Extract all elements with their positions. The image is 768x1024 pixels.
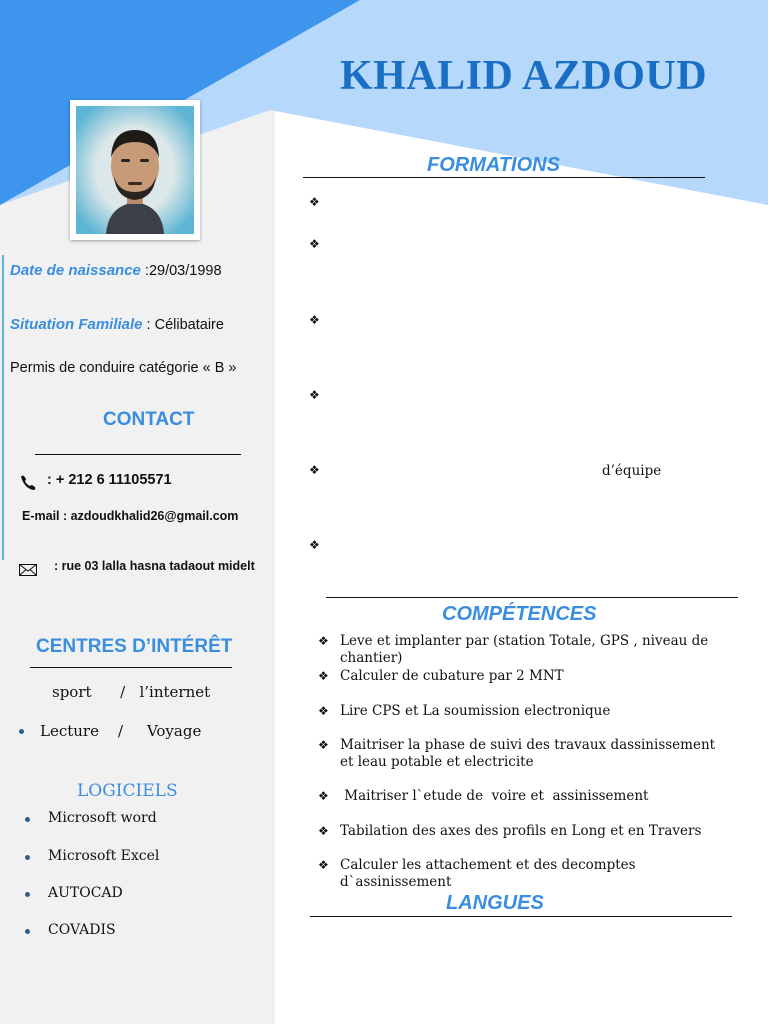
formations-title: FORMATIONS bbox=[427, 154, 560, 176]
phone-number[interactable]: : + 212 6 11105571 bbox=[47, 472, 172, 488]
competence-item: Maitriser la phase de suivi des travaux dassinissement et leau potable et electricite bbox=[340, 737, 716, 770]
software-item: Microsoft Excel bbox=[48, 848, 160, 864]
bullet-icon bbox=[25, 892, 30, 897]
diamond-bullet-icon: ❖ bbox=[309, 313, 320, 327]
family-status-row bbox=[10, 315, 224, 333]
profile-photo bbox=[70, 100, 200, 240]
competences-title: COMPÉTENCES bbox=[442, 603, 597, 625]
family-status-value: : Célibataire bbox=[142, 317, 224, 333]
software-item: AUTOCAD bbox=[48, 885, 123, 901]
bullet-icon bbox=[25, 929, 30, 934]
diamond-bullet-icon: ❖ bbox=[318, 634, 329, 648]
competence-item: Tabilation des axes des profils en Long et en Travers bbox=[340, 823, 702, 839]
competence-item: Calculer de cubature par 2 MNT bbox=[340, 668, 564, 684]
birth-date-label: Date de naissance bbox=[10, 262, 141, 279]
diamond-bullet-icon: ❖ bbox=[309, 538, 320, 552]
software-title: LOGICIELS bbox=[77, 781, 178, 801]
langues-divider bbox=[310, 916, 732, 917]
diamond-bullet-icon: ❖ bbox=[318, 789, 329, 803]
formations-divider bbox=[303, 177, 705, 178]
phone-icon bbox=[19, 474, 39, 494]
postal-address: : rue 03 lalla hasna tadaout midelt bbox=[54, 559, 255, 573]
birth-date-value: :29/03/1998 bbox=[140, 263, 222, 279]
diamond-bullet-icon: ❖ bbox=[318, 824, 329, 838]
competence-item: Lire CPS et La soumission electronique bbox=[340, 703, 611, 719]
email-address[interactable]: E-mail : azdoudkhalid26@gmail.com bbox=[22, 509, 239, 523]
interests-line-1: sport / l’internet bbox=[52, 683, 211, 701]
interests-line-2: Lecture / Voyage bbox=[40, 722, 202, 740]
birth-date-row bbox=[10, 261, 222, 279]
diamond-bullet-icon: ❖ bbox=[309, 388, 320, 402]
portrait-illustration bbox=[76, 106, 194, 234]
diamond-bullet-icon: ❖ bbox=[318, 669, 329, 683]
envelope-icon bbox=[19, 561, 37, 580]
bullet-icon bbox=[25, 817, 30, 822]
formation-fragment: d’équipe bbox=[602, 463, 662, 479]
diamond-bullet-icon: ❖ bbox=[309, 237, 320, 251]
left-accent-line bbox=[2, 255, 4, 560]
interests-title: CENTRES D’INTÉRÊT bbox=[36, 636, 233, 657]
diamond-bullet-icon: ❖ bbox=[318, 858, 329, 872]
diamond-bullet-icon: ❖ bbox=[318, 738, 329, 752]
diamond-bullet-icon: ❖ bbox=[318, 704, 329, 718]
software-item: COVADIS bbox=[48, 922, 116, 938]
contact-divider bbox=[35, 454, 241, 455]
competence-item: Leve et implanter par (station Totale, GPS , niveau de chantier) bbox=[340, 633, 709, 666]
diamond-bullet-icon: ❖ bbox=[309, 463, 320, 477]
candidate-name: KHALID AZDOUD bbox=[340, 53, 708, 99]
interests-divider bbox=[30, 667, 232, 668]
driving-license: Permis de conduire catégorie « B » bbox=[10, 360, 237, 376]
family-status-label: Situation Familiale bbox=[10, 316, 143, 333]
diamond-bullet-icon: ❖ bbox=[309, 195, 320, 209]
competence-item: Calculer les attachement et des decomptes d`assinissement bbox=[340, 857, 636, 890]
competence-item: Maitriser l`etude de voire et assinissement bbox=[340, 788, 649, 804]
bullet-icon bbox=[19, 729, 24, 734]
competences-divider bbox=[326, 597, 738, 598]
profile-photo-image bbox=[76, 106, 194, 234]
bullet-icon bbox=[25, 855, 30, 860]
langues-title: LANGUES bbox=[446, 892, 544, 914]
contact-title: CONTACT bbox=[103, 409, 195, 430]
software-item: Microsoft word bbox=[48, 810, 157, 826]
